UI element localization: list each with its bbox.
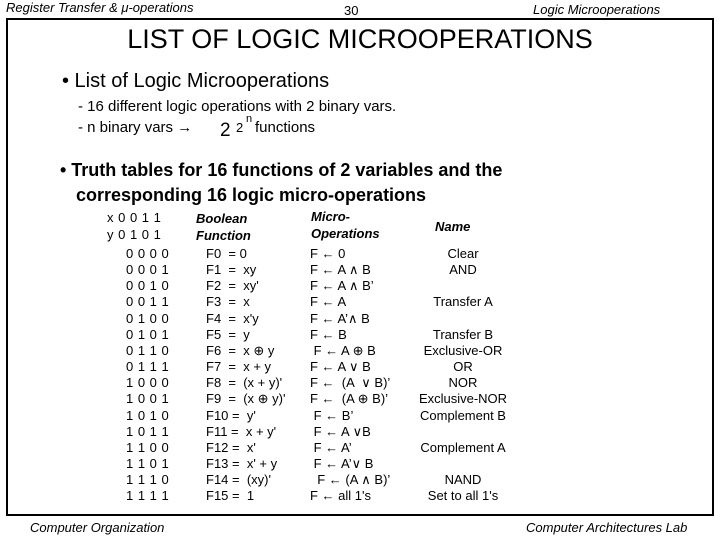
- y-variable-row: y 0 1 0 1: [107, 227, 162, 242]
- column-header-name: Name: [435, 219, 471, 234]
- x-variable-row: x 0 0 1 1: [107, 210, 162, 225]
- sub-line-n-binary-vars: - n binary vars →: [78, 119, 193, 136]
- column-header-boolean-function: Boolean Function: [196, 211, 251, 243]
- column-header-micro-operations: Micro- Operations: [311, 209, 380, 241]
- sub-line-16-operations: - 16 different logic operations with 2 binary vars.: [78, 98, 397, 115]
- formula-base: 2: [220, 120, 231, 141]
- boolean-function-column: F0 = 0 F1 = xy F2 = xy' F3 = x F4 = x'y F5 = y F6 = x ⊕ y F7 = x + y F8 = (x + y)' F9 = (x ⊕ y)' F10 = y' F11 = x + y' F12 = x' F13 = x' + y F14 = (xy)' F15 = 1: [206, 246, 286, 504]
- page-title: LIST OF LOGIC MICROOPERATIONS: [127, 24, 593, 54]
- page-number: 30: [344, 3, 359, 18]
- bullet-truth-tables-line1: • Truth tables for 16 functions of 2 variables and the: [60, 160, 503, 180]
- formula-suffix: functions: [255, 119, 316, 136]
- micro-operations-column: F ← 0 F ← A ∧ B F ← A ∧ B’ F ← A F ← A’∧ B F ← B F ← A ⊕ B F ← A ∨ B F ← (A ∨ B)’ F ← (A ⊕ B)’ F ← B’ F ← A ∨B F ← A’ F ← A’∨ B F ← (A ∧ B)’ F ← all 1's: [310, 246, 391, 504]
- operation-name-column: Clear AND Transfer A Transfer B Exclusive-OR OR NOR Exclusive-NOR Complement B Complement A NAND Set to all 1's: [418, 246, 508, 504]
- truth-values-column: 0 0 0 0 0 0 0 1 0 0 1 0 0 0 1 1 0 1 0 0 0 1 0 1 0 1 1 0 0 1 1 1 1 0 0 0 1 0 0 1 1 0 1 0 1 0 1 1 1 1 0 0 1 1 0 1 1 1 1 0 1 1 1 1: [126, 246, 170, 504]
- footer-left: Computer Organization: [30, 520, 165, 535]
- formula-exponent-n: n: [246, 113, 253, 125]
- header-right: Logic Microoperations: [533, 2, 661, 17]
- bullet-list-of-logic-microoperations: • List of Logic Microoperations: [62, 70, 330, 92]
- formula-exponent: 2: [236, 120, 244, 135]
- header-left: Register Transfer & μ-operations: [6, 0, 194, 15]
- footer-right: Computer Architectures Lab: [526, 520, 688, 535]
- bullet-truth-tables-line2: corresponding 16 logic micro-operations: [76, 185, 427, 205]
